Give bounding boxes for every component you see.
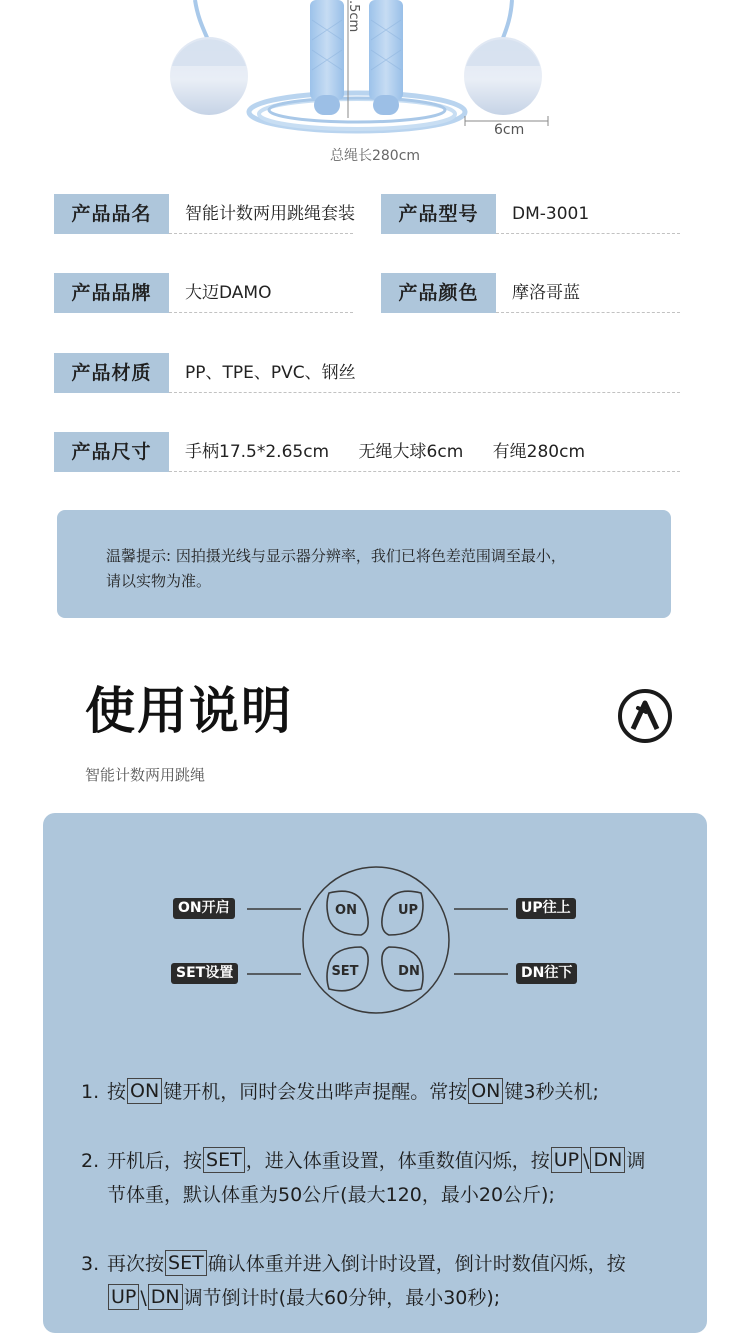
key-dn: DN — [148, 1284, 183, 1310]
size-cord: 有绳280cm — [492, 442, 586, 462]
spec-value-color: 摩洛哥蓝 — [496, 273, 680, 313]
spec-value-size — [169, 432, 680, 472]
key-separator: \ — [140, 1287, 147, 1309]
key-on: ON — [468, 1078, 503, 1104]
step-text: 调 — [626, 1150, 646, 1172]
coiled-rope — [249, 93, 465, 131]
step-text: 键开机，同时会发出哔声提醒。常按 — [163, 1081, 468, 1103]
controller-diagram — [43, 813, 707, 1033]
spec-label-size: 产品尺寸 — [54, 432, 169, 472]
color-tip-box — [57, 510, 671, 618]
brand-logo-icon — [617, 688, 673, 744]
tag-up: UP往上 — [516, 898, 576, 919]
instruction-step-2 — [81, 1144, 671, 1212]
handle-length-label: .5cm — [346, 0, 361, 33]
spec-value-model: DM-3001 — [496, 194, 680, 234]
key-up: UP — [551, 1147, 582, 1173]
tag-on: ON开启 — [173, 898, 235, 919]
tip-line-2: 请以实物为准。 — [106, 572, 212, 590]
step-text: 确认体重并进入倒计时设置，倒计时数值闪烁，按 — [207, 1253, 626, 1275]
key-on: ON — [127, 1078, 162, 1104]
product-illustration — [0, 0, 750, 175]
step-text: 调节倒计时(最大60分钟，最小30秒); — [183, 1287, 501, 1309]
controller-up-label: UP — [397, 903, 419, 918]
spec-label-name: 产品品名 — [54, 194, 169, 234]
step-text: 再次按 — [107, 1253, 165, 1275]
cord-length-label: 总绳长280cm — [329, 148, 421, 164]
step-number: 1. — [81, 1081, 100, 1103]
spec-value-name: 智能计数两用跳绳套装 — [169, 194, 353, 234]
spec-value-material: PP、TPE、PVC、钢丝 — [169, 353, 680, 393]
controller-dn-label: DN — [398, 964, 420, 979]
tip-line-1: 温馨提示: 因拍摄光线与显示器分辨率，我们已将色差范围调至最小， — [106, 547, 566, 565]
usage-subtitle: 智能计数两用跳绳 — [85, 766, 206, 784]
step-text: 开机后，按 — [107, 1150, 203, 1172]
ball-size-label: 6cm — [494, 122, 525, 138]
spec-label-color: 产品颜色 — [381, 273, 496, 313]
size-handle: 手柄17.5*2.65cm — [185, 442, 330, 462]
key-set: SET — [203, 1147, 245, 1173]
key-up: UP — [108, 1284, 139, 1310]
instruction-step-1 — [81, 1075, 671, 1109]
spec-value-brand: 大迈DAMO — [169, 273, 353, 313]
usage-title: 使用说明 — [85, 682, 293, 740]
left-ball — [170, 37, 248, 115]
spec-label-model: 产品型号 — [381, 194, 496, 234]
tag-set: SET设置 — [171, 963, 238, 984]
spec-label-material: 产品材质 — [54, 353, 169, 393]
key-separator: \ — [583, 1150, 590, 1172]
instruction-panel — [43, 813, 707, 1333]
key-set: SET — [165, 1250, 207, 1276]
tag-dn: DN往下 — [516, 963, 577, 984]
controller-set-label: SET — [331, 964, 359, 979]
step-number: 2. — [81, 1150, 100, 1172]
step-text: 节体重，默认体重为50公斤(最大120，最小20公斤); — [107, 1184, 555, 1206]
size-cordless-ball: 无绳大球6cm — [358, 442, 464, 462]
step-text: 按 — [107, 1081, 127, 1103]
controller-on-label: ON — [335, 903, 357, 918]
step-text: 键3秒关机; — [504, 1081, 599, 1103]
spec-label-brand: 产品品牌 — [54, 273, 169, 313]
instruction-step-3 — [81, 1247, 671, 1315]
right-ball — [464, 37, 542, 115]
step-text: ，进入体重设置，体重数值闪烁，按 — [245, 1150, 550, 1172]
step-number: 3. — [81, 1253, 100, 1275]
controller-graphic — [43, 813, 707, 1033]
key-dn: DN — [590, 1147, 625, 1173]
